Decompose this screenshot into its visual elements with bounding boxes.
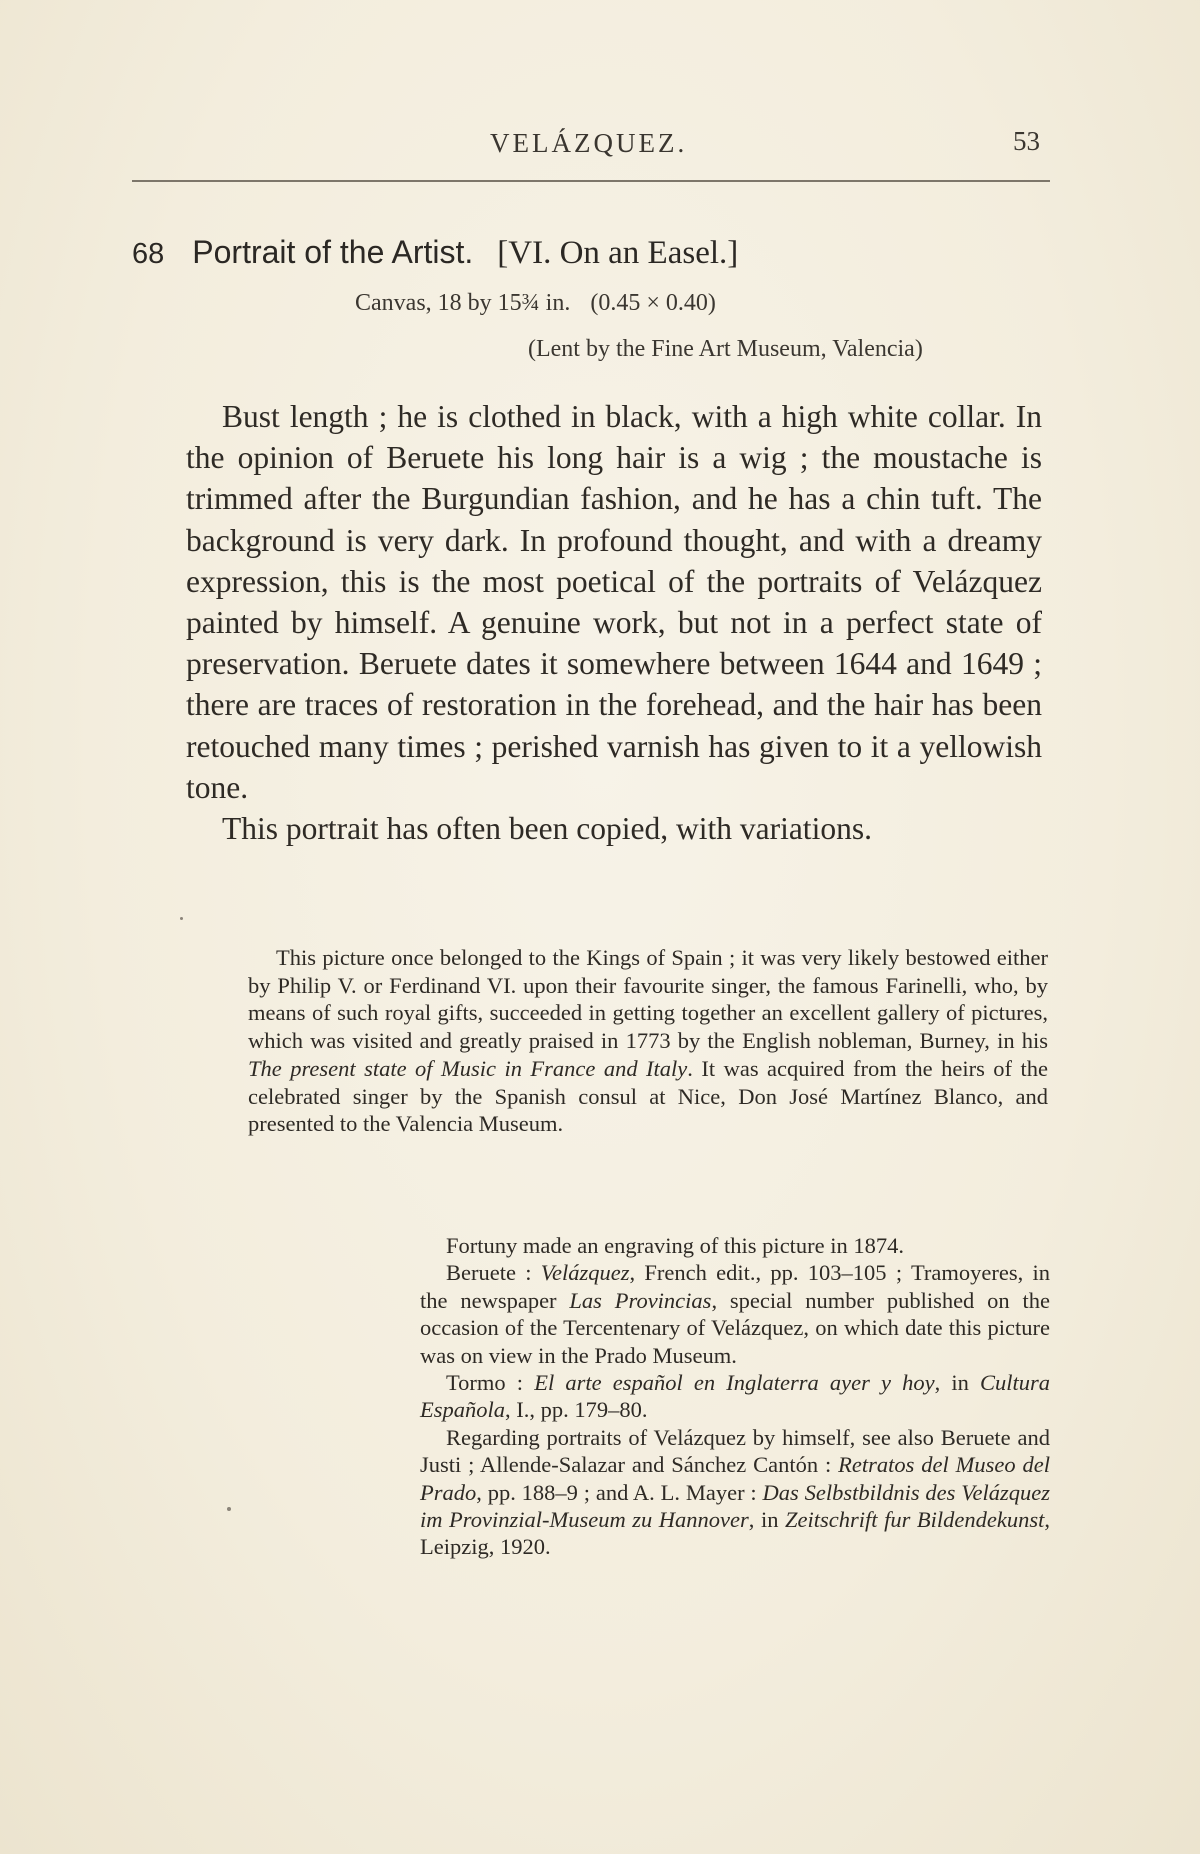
header-rule (132, 180, 1050, 182)
ref-italic: Las Provincias (569, 1287, 712, 1313)
ref-text: , special number published on the occasion of the Tercentenary of Velázquez, on which date this picture was on view in the Prado Museum. (420, 1287, 1051, 1368)
ref-italic: Zeitschrift fur Bildendekunst (785, 1507, 1045, 1533)
bracket-note: [VI. On an Easel.] (497, 235, 739, 271)
ref-italic: El arte español en Inglaterra ayer y hoy (534, 1370, 935, 1396)
ref-text: , in (934, 1370, 980, 1396)
paper-speck (227, 1507, 231, 1511)
description-paragraph: This portrait has often been copied, with variations. (222, 811, 872, 847)
ref-text: , pp. 188–9 ; and A. L. Mayer : (476, 1479, 763, 1505)
references (420, 1232, 1051, 1561)
ref-italic: Cultura Española (420, 1370, 1051, 1423)
provenance-note (248, 944, 1048, 1138)
medium-dimensions: Canvas, 18 by 15¾ in. (355, 290, 571, 316)
metric-dimensions: (0.45 × 0.40) (590, 290, 716, 316)
page-number: 53 (1013, 126, 1040, 156)
medium-line (355, 290, 716, 317)
ref-text: Beruete : (446, 1260, 541, 1286)
paper-speck (180, 917, 183, 920)
running-title: VELÁZQUEZ. (490, 128, 688, 158)
note-italic-title: The present state of Music in France and Italy (248, 1055, 688, 1081)
reference-regarding (420, 1424, 1050, 1561)
note-text: This picture once belonged to the Kings of Spain ; it was very likely bestowed either by Philip V. or Ferdinand VI. upon their favourite singer, the famous Farinelli, who, by means of such royal gifts, succeeded in getting together an excellent gallery of pictures, which was visited and greatly praised in 1773 by the English nobleman, Burney, in his (248, 945, 1048, 1054)
description (186, 396, 1042, 849)
ref-text: , I., pp. 179–80. (505, 1397, 648, 1423)
description-paragraph: Bust length ; he is clothed in black, with a high white collar. In the opinion of Beruete his long hair is a wig ; the moustache is trimmed after the Burgundian fashion, and he has a chin tuft. The background is very dark. In profound thought, and with a dreamy expression, this is the most poetical of the portraits of Velázquez painted by himself. A genuine work, but not in a perfect state of preservation. Beruete dates it somewhere between 1644 and 1649 ; there are traces of restoration in the forehead, and the hair has been retouched many times ; perished varnish has given to it a yellowish tone. (186, 399, 1042, 805)
note-text: . It was acquired from the heirs of the celebrated singer by the Spanish consul at Nice, Don José Martínez Blanco, and presented to the Valencia Museum. (248, 1055, 1048, 1137)
reference-fortuny: Fortuny made an engraving of this picture in 1874. (446, 1233, 905, 1258)
ref-italic: Das Selbstbildnis des Velázquez im Provinzial-Museum zu Hannover (420, 1479, 1050, 1533)
ref-text: , French edit., pp. 103–105 ; Tramoyeres, in the newspaper (420, 1260, 1050, 1313)
ref-text: Tormo : (446, 1370, 535, 1396)
entry-title: Portrait of the Artist. (192, 234, 474, 270)
provenance-paragraph (248, 944, 1048, 1138)
lender-line: (Lent by the Fine Art Museum, Valencia) (528, 336, 923, 362)
entry-heading (132, 234, 1052, 272)
ref-italic: Velázquez (540, 1260, 630, 1286)
ref-italic: Retratos del Museo del Prado (420, 1452, 1050, 1505)
catalogue-number: 68 (132, 238, 165, 270)
page-header (130, 118, 1050, 158)
reference-beruete (420, 1259, 1050, 1369)
ref-text: Regarding portraits of Velázquez by himself, see also Beruete and Justi ; Allende-Salazar and Sánchez Cantón : (420, 1424, 1050, 1478)
ref-text: , Leipzig, 1920. (420, 1507, 1050, 1560)
reference-tormo (420, 1369, 1050, 1424)
ref-text: , in (748, 1507, 786, 1533)
